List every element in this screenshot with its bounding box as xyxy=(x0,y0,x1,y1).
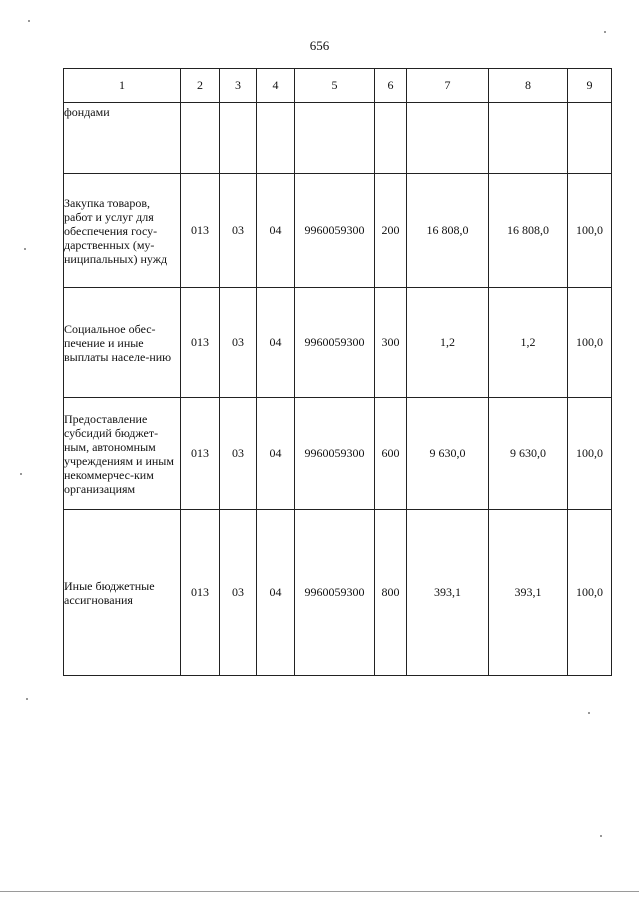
table-cell: 16 808,0 xyxy=(407,174,489,288)
table-row xyxy=(64,103,612,174)
table-cell: 9 630,0 xyxy=(489,398,568,510)
row-description: Закупка товаров, работ и услуг для обеспечения госу-дарственных (му-ниципальных) нужд xyxy=(64,174,181,288)
table-cell: 600 xyxy=(375,398,407,510)
table-row xyxy=(64,398,612,510)
scan-edge-line xyxy=(0,891,639,892)
table-cell xyxy=(407,103,489,174)
column-header: 3 xyxy=(220,69,257,103)
row-description: фондами xyxy=(64,103,181,174)
table-cell: 16 808,0 xyxy=(489,174,568,288)
column-header: 4 xyxy=(257,69,295,103)
table-cell: 100,0 xyxy=(568,174,612,288)
table-cell: 9960059300 xyxy=(295,510,375,676)
column-header: 6 xyxy=(375,69,407,103)
table-cell: 100,0 xyxy=(568,510,612,676)
table-cell xyxy=(568,103,612,174)
table-cell: 013 xyxy=(181,398,220,510)
row-description: Социальное обес-печение и иные выплаты населе-нию xyxy=(64,288,181,398)
budget-table xyxy=(63,68,612,676)
scan-speck xyxy=(24,248,26,250)
table-cell: 03 xyxy=(220,174,257,288)
row-description: Предоставление субсидий бюджет-ным, автономным учреждениям и иным некоммерчес-ким организациям xyxy=(64,398,181,510)
table-cell: 013 xyxy=(181,288,220,398)
row-description: Иные бюджетные ассигнования xyxy=(64,510,181,676)
table-cell xyxy=(181,103,220,174)
table-cell xyxy=(257,103,295,174)
table-cell: 1,2 xyxy=(407,288,489,398)
table-cell: 100,0 xyxy=(568,398,612,510)
scan-speck xyxy=(28,20,30,22)
table-cell: 013 xyxy=(181,174,220,288)
column-header: 7 xyxy=(407,69,489,103)
table-cell xyxy=(220,103,257,174)
table-cell: 9960059300 xyxy=(295,288,375,398)
table-cell: 1,2 xyxy=(489,288,568,398)
table-cell: 04 xyxy=(257,174,295,288)
table-cell: 04 xyxy=(257,398,295,510)
column-header: 8 xyxy=(489,69,568,103)
table-cell: 200 xyxy=(375,174,407,288)
table-row xyxy=(64,288,612,398)
column-header: 2 xyxy=(181,69,220,103)
scan-speck xyxy=(26,698,28,700)
table-cell: 9 630,0 xyxy=(407,398,489,510)
scan-speck xyxy=(588,712,590,714)
table-cell: 9960059300 xyxy=(295,398,375,510)
table-row xyxy=(64,510,612,676)
table-cell xyxy=(375,103,407,174)
header-row xyxy=(64,69,612,103)
table-cell: 300 xyxy=(375,288,407,398)
table-cell: 800 xyxy=(375,510,407,676)
table-cell: 393,1 xyxy=(489,510,568,676)
table-cell: 9960059300 xyxy=(295,174,375,288)
table-cell: 03 xyxy=(220,398,257,510)
table-cell: 04 xyxy=(257,510,295,676)
scan-speck xyxy=(600,835,602,837)
table-cell: 04 xyxy=(257,288,295,398)
column-header: 1 xyxy=(64,69,181,103)
table-row xyxy=(64,174,612,288)
scan-speck xyxy=(604,31,606,33)
table-cell: 013 xyxy=(181,510,220,676)
page-number: 656 xyxy=(309,38,330,53)
column-header: 9 xyxy=(568,69,612,103)
table-cell xyxy=(295,103,375,174)
column-header: 5 xyxy=(295,69,375,103)
table-cell: 393,1 xyxy=(407,510,489,676)
table-cell: 03 xyxy=(220,288,257,398)
table-cell: 03 xyxy=(220,510,257,676)
scan-speck xyxy=(20,473,22,475)
table-cell xyxy=(489,103,568,174)
table-cell: 100,0 xyxy=(568,288,612,398)
